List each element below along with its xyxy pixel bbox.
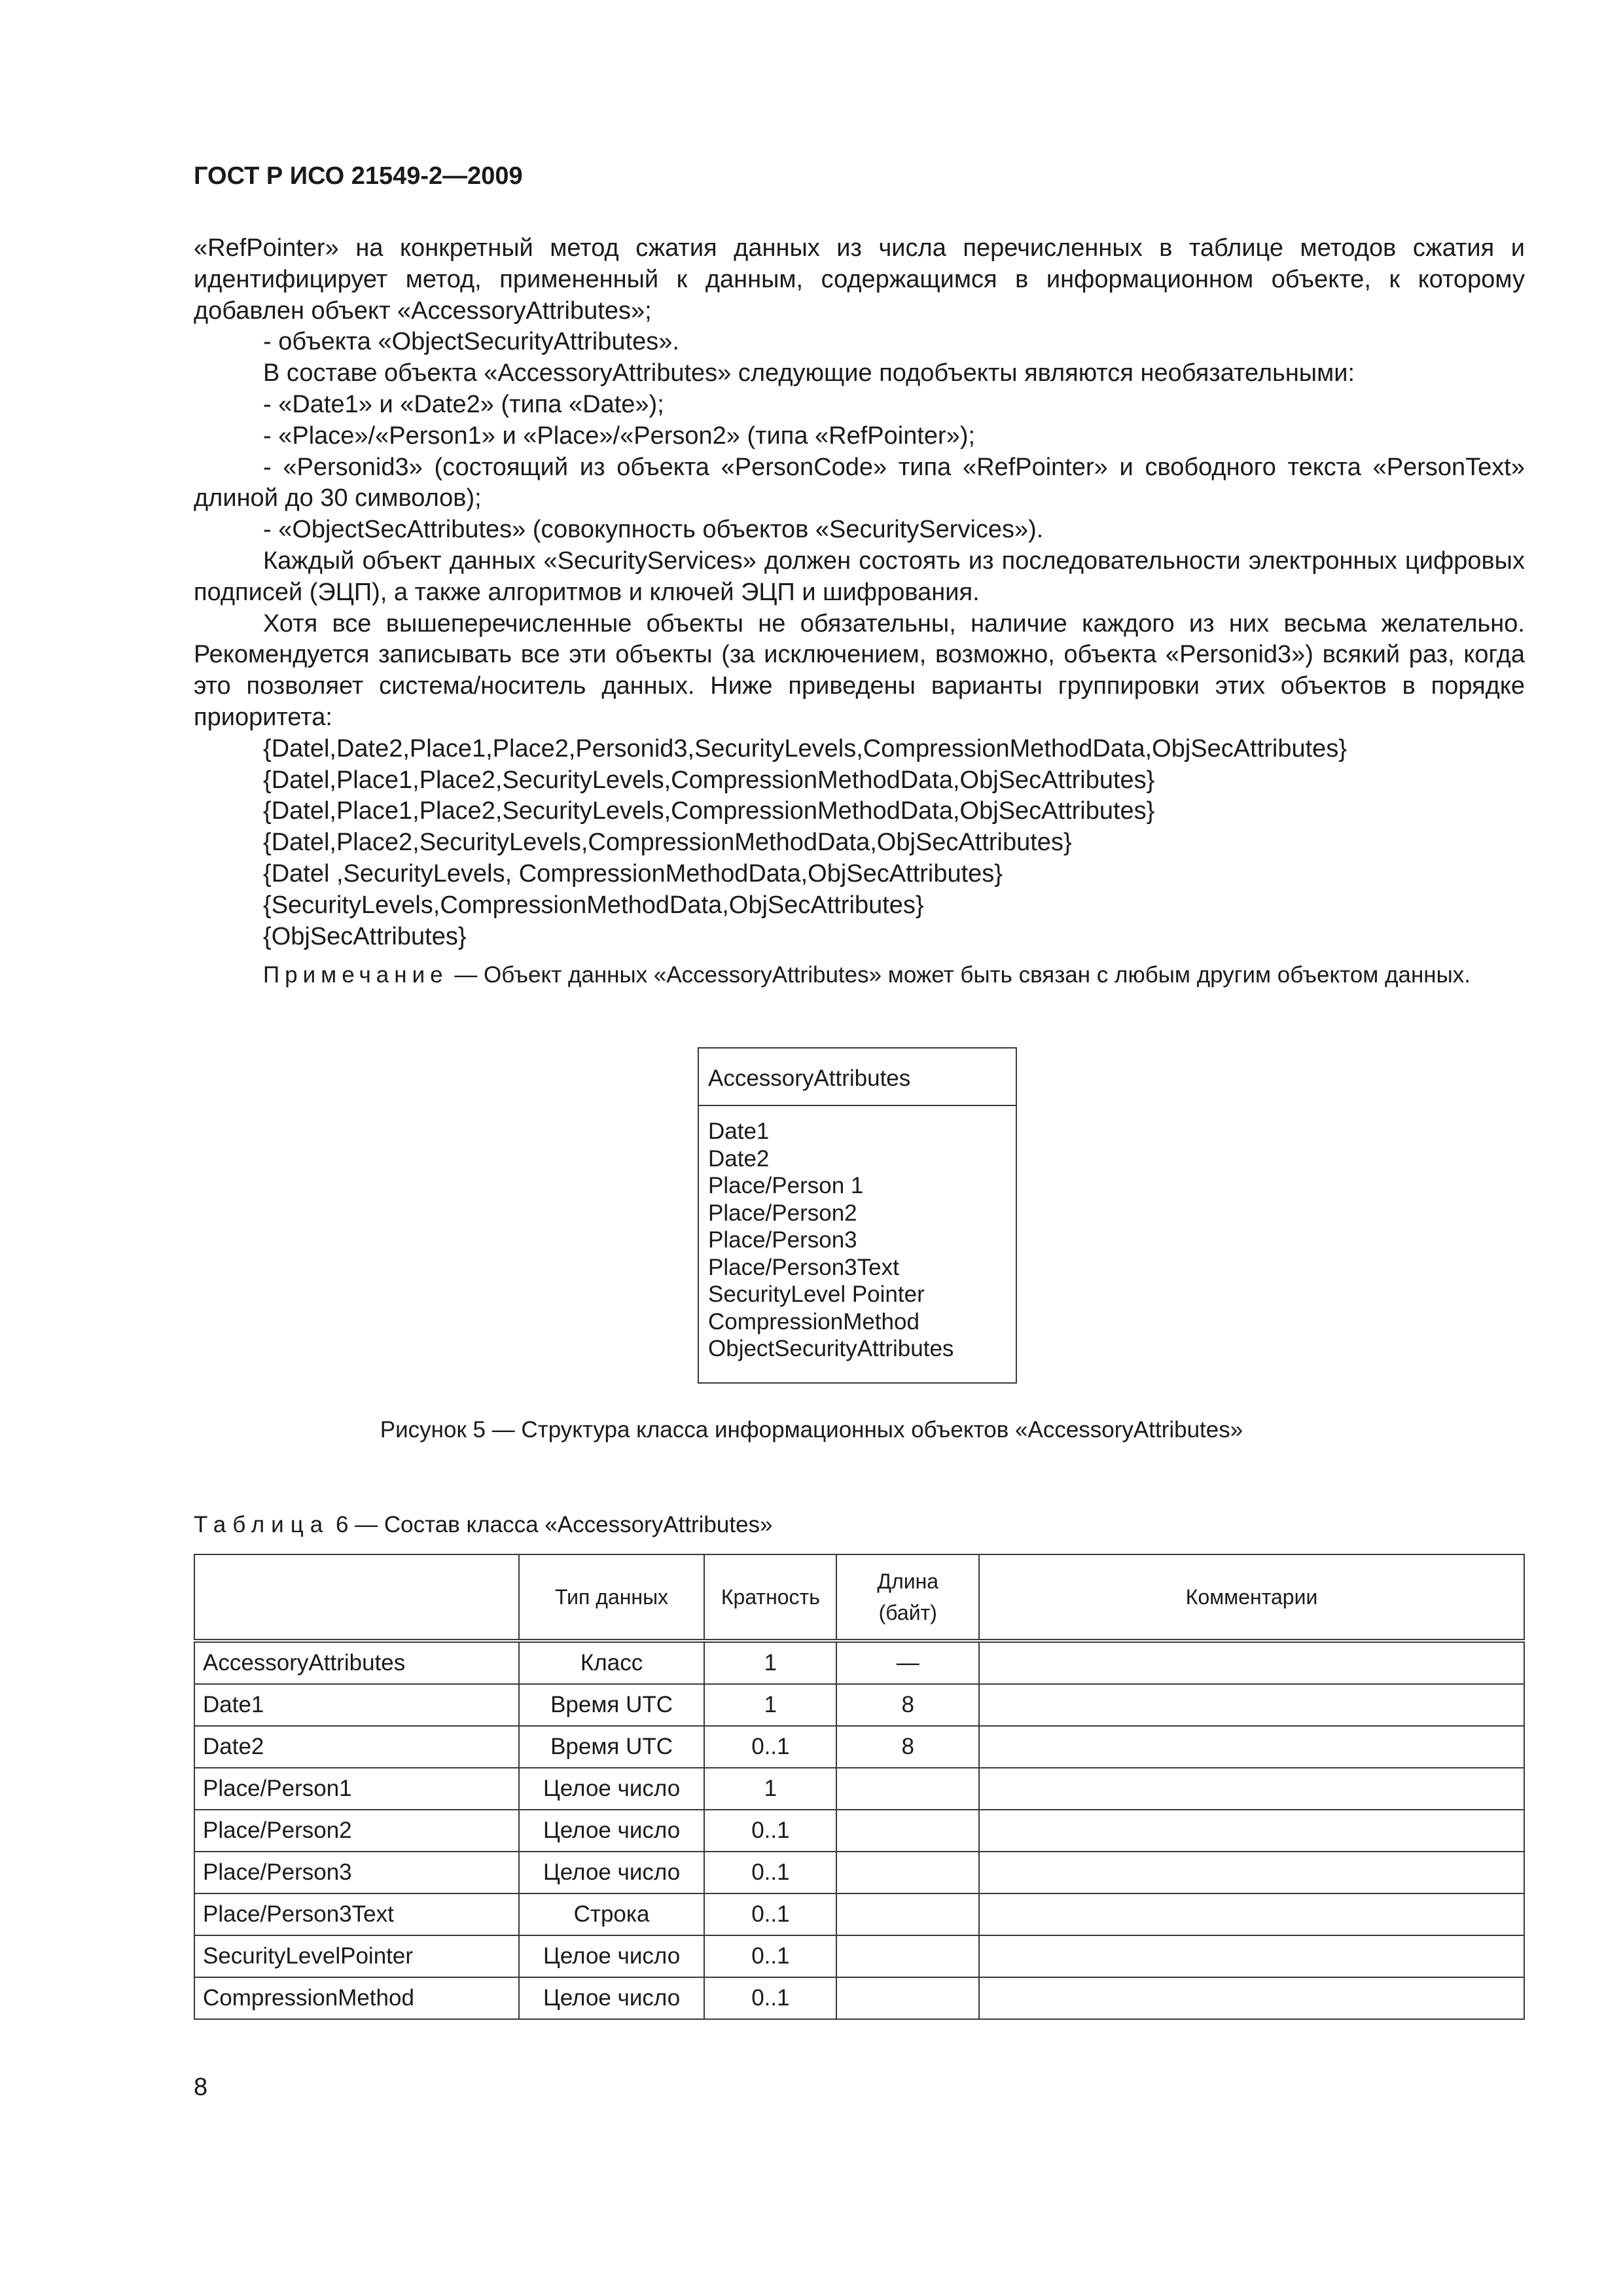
table-cell bbox=[979, 1935, 1524, 1977]
table-header-cell: Кратность bbox=[704, 1554, 836, 1641]
table-cell: Время UTC bbox=[519, 1684, 705, 1726]
paragraph: - объекта «ObjectSecurityAttributes». bbox=[263, 328, 679, 356]
table-row bbox=[194, 1977, 1524, 2019]
table-caption bbox=[194, 1512, 773, 1538]
priority-group-line: {Datel,Date2,Place1,Place2,Personid3,SecurityLevels,CompressionMethodData,ObjSecAttributes} bbox=[263, 734, 1347, 762]
table-cell: Place/Person3Text bbox=[194, 1893, 519, 1935]
table-row bbox=[194, 1768, 1524, 1810]
uml-attribute: Date1 bbox=[708, 1119, 770, 1144]
uml-attribute: Place/Person3 bbox=[708, 1227, 857, 1253]
table-cell bbox=[979, 1852, 1524, 1893]
table-cell: AccessoryAttributes bbox=[194, 1641, 519, 1684]
uml-attribute: SecurityLevel Pointer bbox=[708, 1282, 925, 1307]
table-cell: Date1 bbox=[194, 1684, 519, 1726]
table-cell: Строка bbox=[519, 1893, 705, 1935]
table-cell bbox=[979, 1726, 1524, 1768]
note-lead: Примечание bbox=[263, 962, 448, 988]
table-header-cell: Длина (байт) bbox=[836, 1554, 979, 1641]
table-cell: 0..1 bbox=[704, 1935, 836, 1977]
table-cell bbox=[979, 1977, 1524, 2019]
paragraph: «RefPointer» на конкретный метод сжатия данных из числа перечисленных в таблице методов сжатия и идентифицирует метод, примененный к данным, содержащимся в информационном объекте, к которому добавлен объект «AccessoryAttributes»; bbox=[194, 234, 1525, 325]
table-cell: Целое число bbox=[519, 1977, 705, 2019]
table-row bbox=[194, 1935, 1524, 1977]
table-cell bbox=[836, 1810, 979, 1852]
table-cell bbox=[836, 1768, 979, 1810]
paragraph: - «ObjectSecAttributes» (совокупность объектов «SecurityServices»). bbox=[263, 516, 1044, 544]
table-cell: 0..1 bbox=[704, 1726, 836, 1768]
uml-attribute: Place/Person 1 bbox=[708, 1173, 864, 1198]
priority-group-line: {Datel,Place1,Place2,SecurityLevels,CompressionMethodData,ObjSecAttributes} bbox=[263, 766, 1155, 794]
table-cell: Date2 bbox=[194, 1726, 519, 1768]
table-cell: Целое число bbox=[519, 1852, 705, 1893]
composition-table bbox=[194, 1554, 1525, 2020]
table-row bbox=[194, 1641, 1524, 1684]
uml-class-box bbox=[698, 1047, 1017, 1384]
table-cell: Place/Person1 bbox=[194, 1768, 519, 1810]
figure-caption: Рисунок 5 — Структура класса информационных объектов «AccessoryAttributes» bbox=[380, 1417, 1243, 1443]
table-cell: Целое число bbox=[519, 1935, 705, 1977]
table-caption-text: 6 — Состав класса «AccessoryAttributes» bbox=[329, 1512, 773, 1537]
uml-attribute: Date2 bbox=[708, 1145, 770, 1172]
paragraph: - «Personid3» (состоящий из объекта «PersonCode» типа «RefPointer» и свободного текста «PersonText» длиной до 30 символов); bbox=[194, 453, 1525, 512]
table-cell bbox=[979, 1768, 1524, 1810]
table-cell: Целое число bbox=[519, 1768, 705, 1810]
page-number: 8 bbox=[194, 2073, 208, 2101]
table-cell bbox=[836, 1852, 979, 1893]
table-cell: Класс bbox=[519, 1641, 705, 1684]
paragraph: Каждый объект данных «SecurityServices» должен состоять из последовательности электронных цифровых подписей (ЭЦП), а также алгоритмов и ключей ЭЦП и шифрования. bbox=[194, 547, 1525, 606]
table-cell: 0..1 bbox=[704, 1977, 836, 2019]
table-row bbox=[194, 1684, 1524, 1726]
table-cell bbox=[979, 1641, 1524, 1684]
table-cell bbox=[836, 1977, 979, 2019]
table-row bbox=[194, 1893, 1524, 1935]
table-caption-lead: Таблица bbox=[194, 1512, 330, 1537]
uml-attribute: Place/Person3Text bbox=[708, 1254, 899, 1280]
table-header-cell bbox=[194, 1554, 519, 1641]
table-cell: Целое число bbox=[519, 1810, 705, 1852]
uml-attribute-list bbox=[699, 1106, 1016, 1363]
note-text: — Объект данных «AccessoryAttributes» может быть связан с любым другим объектом данных. bbox=[448, 962, 1471, 988]
table-body bbox=[194, 1641, 1524, 2019]
document-header: ГОСТ Р ИСО 21549-2—2009 bbox=[194, 162, 523, 190]
table-cell: 0..1 bbox=[704, 1810, 836, 1852]
table-cell bbox=[836, 1893, 979, 1935]
table-cell: 1 bbox=[704, 1684, 836, 1726]
paragraph: - «Date1» и «Date2» (типа «Date»); bbox=[263, 390, 664, 418]
table-row bbox=[194, 1726, 1524, 1768]
table-cell: 8 bbox=[836, 1726, 979, 1768]
paragraph: Хотя все вышеперечисленные объекты не обязательны, наличие каждого из них весьма желательно. Рекомендуется записывать все эти объекты (за исключением, возможно, объекта «Personid3») всякий раз, когда это позволяет система/носитель данных. Ниже приведены варианты группировки этих объектов в порядке приоритета: bbox=[194, 609, 1525, 731]
table-cell: — bbox=[836, 1641, 979, 1684]
table-cell: 1 bbox=[704, 1641, 836, 1684]
table-cell bbox=[979, 1684, 1524, 1726]
priority-group-line: {SecurityLevels,CompressionMethodData,ObjSecAttributes} bbox=[263, 891, 924, 919]
paragraph: - «Place»/«Person1» и «Place»/«Person2» (типа «RefPointer»); bbox=[263, 422, 976, 450]
table-row bbox=[194, 1852, 1524, 1893]
table-header-cell: Тип данных bbox=[519, 1554, 705, 1641]
priority-group-line: {Datel,Place2,SecurityLevels,CompressionMethodData,ObjSecAttributes} bbox=[263, 829, 1072, 857]
table-cell bbox=[979, 1810, 1524, 1852]
table-row bbox=[194, 1810, 1524, 1852]
table-cell bbox=[836, 1935, 979, 1977]
priority-group-line: {Datel ,SecurityLevels, CompressionMethodData,ObjSecAttributes} bbox=[263, 859, 1003, 888]
table-cell: Place/Person2 bbox=[194, 1810, 519, 1852]
table-cell: SecurityLevelPointer bbox=[194, 1935, 519, 1977]
table-cell: Время UTC bbox=[519, 1726, 705, 1768]
priority-group-line: {ObjSecAttributes} bbox=[263, 922, 467, 950]
table-cell: 0..1 bbox=[704, 1893, 836, 1935]
table-cell: Place/Person3 bbox=[194, 1852, 519, 1893]
uml-attribute: Place/Person2 bbox=[708, 1200, 857, 1226]
uml-attribute: ObjectSecurityAttributes bbox=[708, 1336, 954, 1361]
body-text bbox=[194, 233, 1525, 952]
uml-class-name: AccessoryAttributes bbox=[699, 1049, 1016, 1106]
note bbox=[194, 960, 1525, 991]
table-cell: CompressionMethod bbox=[194, 1977, 519, 2019]
uml-attribute: CompressionMethod bbox=[708, 1308, 919, 1335]
table-cell: 0..1 bbox=[704, 1852, 836, 1893]
paragraph: В составе объекта «AccessoryAttributes» следующие подобъекты являются необязательными: bbox=[263, 359, 1355, 387]
table-header-cell: Комментарии bbox=[979, 1554, 1524, 1641]
priority-group-line: {Datel,Place1,Place2,SecurityLevels,CompressionMethodData,ObjSecAttributes} bbox=[263, 797, 1155, 825]
table-cell: 1 bbox=[704, 1768, 836, 1810]
table-cell bbox=[979, 1893, 1524, 1935]
table-cell: 8 bbox=[836, 1684, 979, 1726]
table-header-row bbox=[194, 1554, 1524, 1641]
